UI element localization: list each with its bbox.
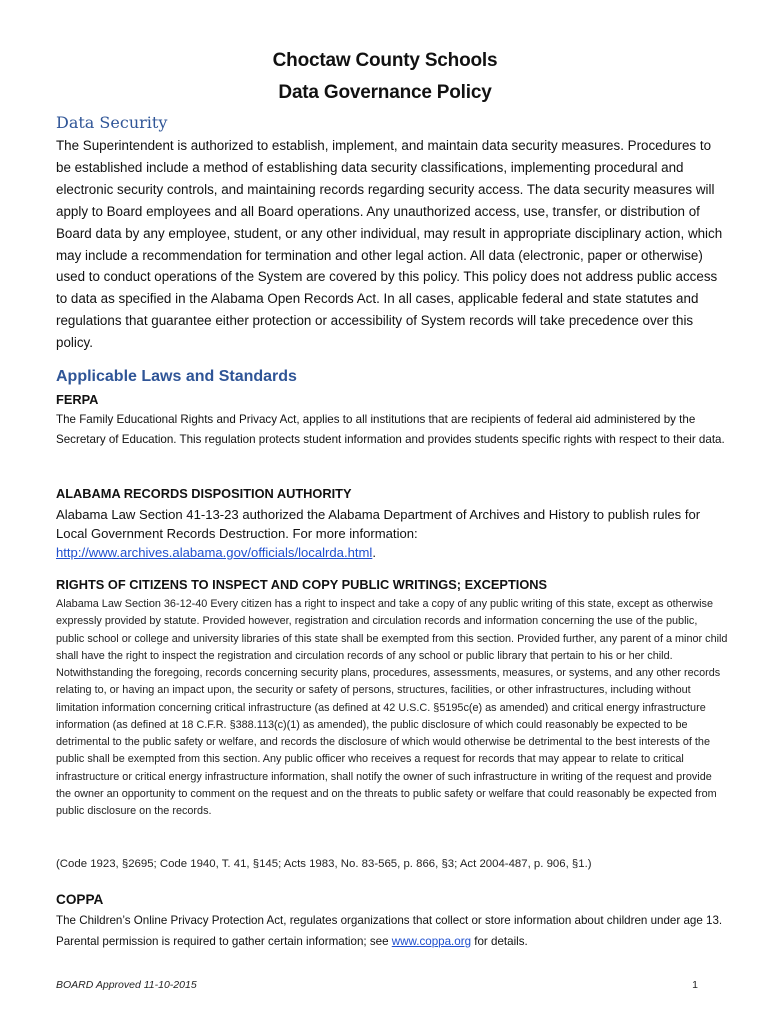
data-security-heading: Data Security (56, 113, 168, 132)
document-subtitle: Data Governance Policy (278, 82, 492, 103)
rights-of-citizens-paragraph: Alabama Law Section 36-12-40 Every citizen has a right to inspect and take a copy of any public writing of this state, except as otherwise expressly provided by statute. Provided however, registration and circulation records and information concerning the use of the public, public school or college and university libraries of this state shall be exempted from this section. Provided further, any parent of a minor child shall have the right to inspect the registration and circulation records of any school or public library that pertain to his or her child. Notwithstanding the foregoing, records concerning security plans, procedures, assessments, measures, or systems, and any other records relating to, or having an impact upon, the security or safety of persons, structures, facilities, or other infrastructures, including without limitation information concerning critical infrastructure (as defined at 42 U.S.C. §5195c(e) as amended) and critical energy infrastructure information (as defined at 18 C.F.R. §388.113(c)(1) as amended), the public disclosure of which could reasonably be expected to be detrimental to the public safety or welfare, and records the disclosure of which would otherwise be detrimental to the best interests of the public shall be exempted from this section. Any public officer who receives a request for records that may appear to relate to critical infrastructure or critical energy infrastructure information, shall notify the owner of such infrastructure in writing of the request and provide the owner an opportunity to comment on the request and on the threats to public safety or welfare that could reasonably be expected from public disclosure on the records. (56, 598, 728, 817)
ferpa-heading: FERPA (56, 392, 99, 407)
coppa-link-suffix: for details. (471, 935, 528, 948)
alabama-link-suffix: . (372, 545, 376, 560)
alabama-records-paragraph (56, 505, 728, 562)
footer-approved: BOARD Approved 11-10-2015 (56, 979, 197, 991)
coppa-paragraph (56, 910, 728, 952)
coppa-heading: COPPA (56, 892, 104, 907)
data-security-paragraph: The Superintendent is authorized to establish, implement, and maintain data security measures. Procedures to be established include a method of establishing data security classifications, implementing procedural and electronic security controls, and maintaining records regarding security access. The data security measures will apply to Board employees and all Board operations. Any unauthorized access, use, transfer, or distribution of Board data by any employee, student, or any other individual, may result in appropriate disciplinary action, which may include a recommendation for termination and other legal action. All data (electronic, paper or otherwise) used to conduct operations of the System are covered by this policy. This policy does not address public access to data as specified in the Alabama Open Records Act. In all cases, applicable federal and state statutes and regulations that guarantee either protection or accessibility of System records will take precedence over this policy. (56, 138, 723, 351)
footer-page-number: 1 (692, 979, 698, 991)
code-citation: (Code 1923, §2695; Code 1940, T. 41, §145; Acts 1983, No. 83-565, p. 866, §3; Act 2004-487, p. 906, §1.) (56, 858, 592, 870)
applicable-laws-heading: Applicable Laws and Standards (56, 368, 297, 385)
rights-of-citizens-heading: RIGHTS OF CITIZENS TO INSPECT AND COPY PUBLIC WRITINGS; EXCEPTIONS (56, 577, 548, 592)
ferpa-paragraph: The Family Educational Rights and Privacy Act, applies to all institutions that are recipients of federal aid administered by the Secretary of Education. This regulation protects student information and provides students specific rights with respect to their data. (56, 413, 725, 446)
alabama-records-heading: ALABAMA RECORDS DISPOSITION AUTHORITY (56, 486, 352, 501)
coppa-link[interactable]: www.coppa.org (391, 935, 472, 948)
alabama-records-text: Alabama Law Section 41-13-23 authorized the Alabama Department of Archives and History to publish rules for Local Government Records Destruction. For more information: (56, 507, 701, 541)
document-title: Choctaw County Schools (272, 50, 498, 71)
coppa-text: The Children’s Online Privacy Protection Act, regulates organizations that collect or store information about children under age 13. Parental permission is required to gather certain information; see (56, 914, 723, 948)
archives-link[interactable]: http://www.archives.alabama.gov/officials/localrda.html (56, 545, 373, 560)
